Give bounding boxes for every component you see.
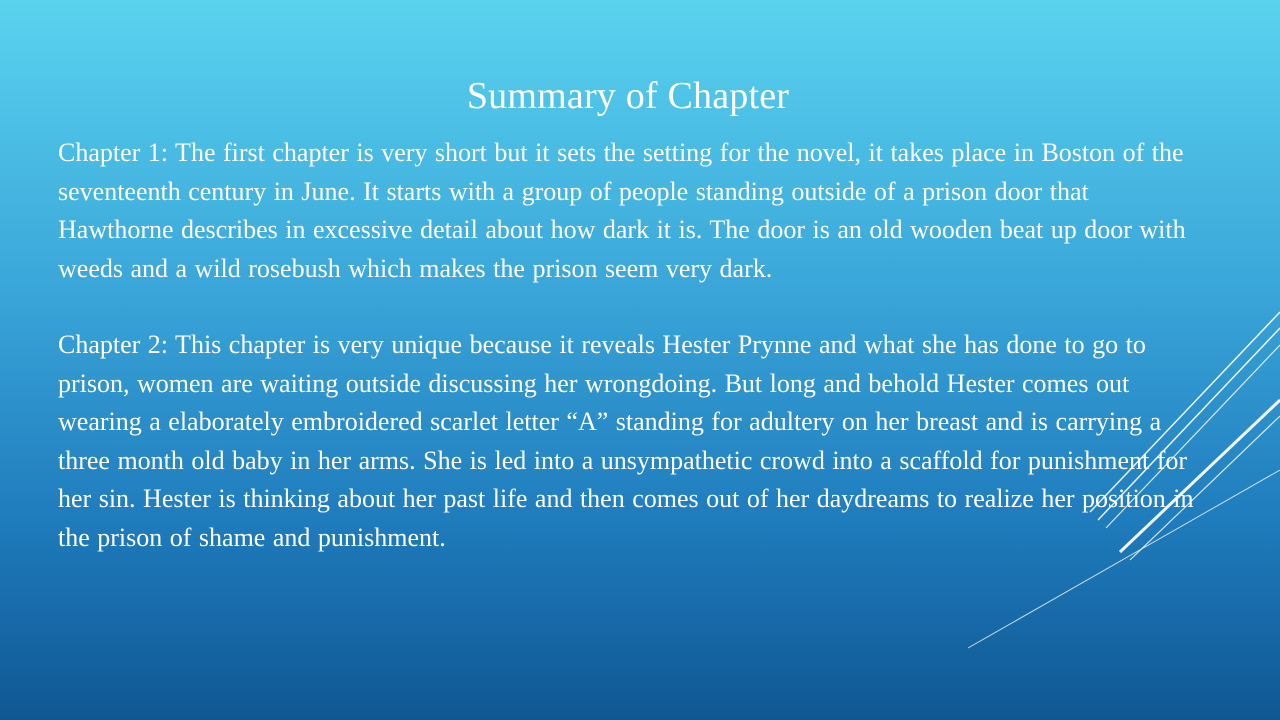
chapter-1-summary: Chapter 1: The first chapter is very short but it sets the setting for the novel, it takes place in Boston of the seventeenth century in June. It starts with a group of people standing outside of a prison door that Hawthorne describes in excessive detail about how dark it is. The door is an old wooden beat up door with weeds and a wild rosebush which makes the prison seem very dark. (58, 138, 1186, 283)
slide-title: Summary of Chapter (466, 75, 790, 117)
chapter-2-summary: Chapter 2: This chapter is very unique because it reveals Hester Prynne and what she has done to go to prison, women are waiting outside discussing her wrongdoing. But long and behold Hester comes out wearing a elaborately embroidered scarlet letter “A” standing for adultery on her breast and is carrying a three month old baby in her arms. She is led into a unsympathetic crowd into a scaffold for punishment for her sin. Hester is thinking about her past life and then comes out of her daydreams to realize her position in the prison of shame and punishment. (58, 330, 1194, 552)
slide-body (58, 134, 1198, 557)
